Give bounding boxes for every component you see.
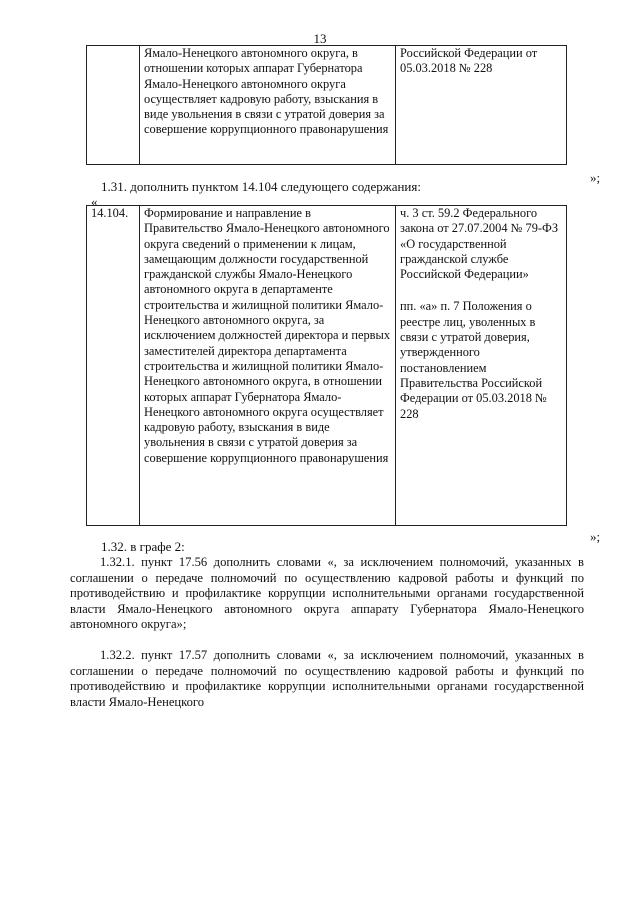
table-new-item bbox=[86, 205, 567, 526]
paragraph-1-32-1 bbox=[70, 555, 584, 633]
paragraph-1-32-2 bbox=[70, 648, 584, 710]
closing-quote: »; bbox=[590, 170, 601, 185]
table-cell-description: Ямало-Ненецкого автономного округа, в отношении которых аппарат Губернатора Ямало-Ненецкого автономного округа осуществляет кадровую работу, взыскания в виде увольнения в связи с утратой доверия за совершение коррупционного правонарушения bbox=[140, 46, 396, 165]
page-number: 13 bbox=[313, 31, 327, 46]
paragraph-text: 1.32.2. пункт 17.57 дополнить словами «, за исключением полномочий, указанных в соглашении о передаче полномочий по осуществлению кадровой работы и функций по противодействию и профилактике коррупции исполнительными органами государственной власти Ямало-Ненецкого bbox=[70, 648, 584, 709]
table-row bbox=[87, 46, 567, 165]
table-cell-legal-basis: Российской Федерации от 05.03.2018 № 228 bbox=[396, 46, 567, 165]
legal-basis-law: ч. 3 ст. 59.2 Федерального закона от 27.07.2004 № 79-ФЗ «О государственной гражданской службе Российской Федерации» bbox=[400, 206, 559, 282]
paragraph-text: 1.32.1. пункт 17.56 дополнить словами «, за исключением полномочий, указанных в соглашении о передаче полномочий по осуществлению кадровой работы и функций по противодействию и профилактике коррупции исполнительными органами государственной власти Ямало-Ненецкого автономного округа аппарату Губернатора Ямало-Ненецкого автономного округа»; bbox=[70, 555, 584, 632]
table-continuation bbox=[86, 45, 567, 165]
table-cell-number bbox=[87, 46, 140, 165]
legal-basis-regulation: пп. «а» п. 7 Положения о реестре лиц, уволенных в связи с утратой доверия, утвержденного постановлением Правительства Российской Федерации от 05.03.2018 № 228 bbox=[400, 299, 547, 421]
opening-quote: « bbox=[91, 194, 98, 209]
item-1-31: 1.31. дополнить пунктом 14.104 следующего содержания: bbox=[101, 179, 421, 194]
table-cell-description: Формирование и направление в Правительство Ямало-Ненецкого автономного округа сведений о применении к лицам, замещающим должности государственной гражданской службы Ямало-Ненецкого автономного округа в департаменте строительства и жилищной политики Ямало-Ненецкого автономного округа, за исключением должностей директора и первых заместителей директора департамента строительства и жилищной политики Ямало-Ненецкого автономного округа, в отношении которых аппарат Губернатора Ямало-Ненецкого автономного округа осуществляет кадровую работу, взыскания в виде увольнения в связи с утратой доверия за совершение коррупционного правонарушения bbox=[140, 206, 396, 526]
item-1-32: 1.32. в графе 2: bbox=[101, 539, 185, 554]
table-cell-number: 14.104. bbox=[87, 206, 140, 526]
closing-quote: »; bbox=[590, 529, 601, 544]
table-cell-legal-basis bbox=[396, 206, 567, 526]
table-row bbox=[87, 206, 567, 526]
